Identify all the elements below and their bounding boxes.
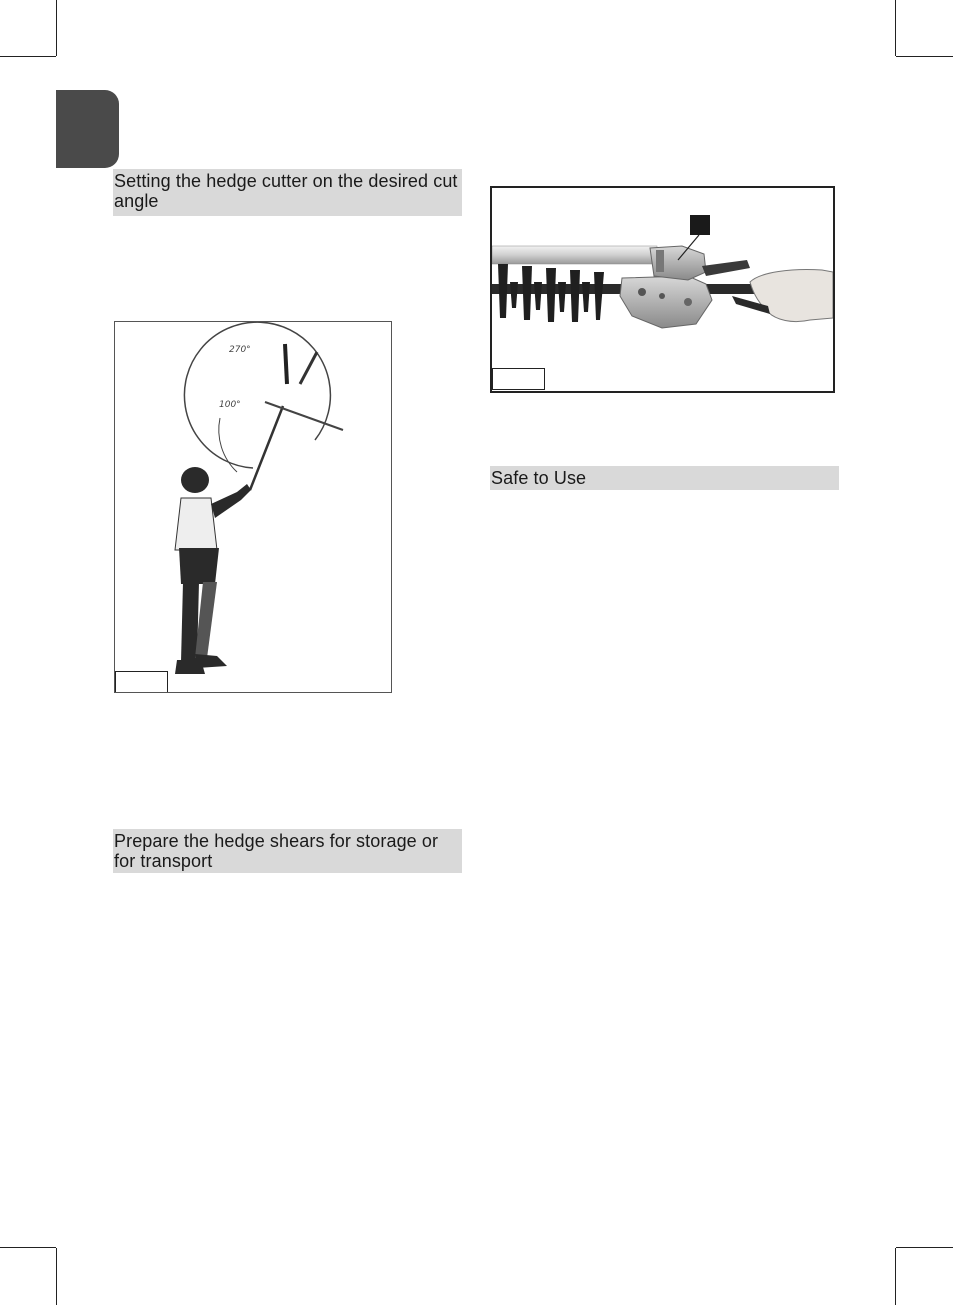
- blade: [265, 402, 343, 430]
- hand: [750, 270, 833, 322]
- cut-angle-illustration: [115, 322, 391, 692]
- blade-position-angled: [300, 352, 317, 384]
- heading-safe-to-use: Safe to Use: [490, 466, 839, 490]
- crop-mark: [56, 1248, 57, 1305]
- crop-mark: [895, 1248, 896, 1305]
- crop-mark: [895, 0, 896, 56]
- heading-storage-transport: Prepare the hedge shears for storage or for transport: [113, 829, 462, 873]
- angle-label-270: 270°: [229, 345, 251, 355]
- hedge-cutter-photo: [492, 188, 833, 391]
- pole: [250, 406, 283, 490]
- blade-teeth: [498, 264, 604, 322]
- callout-marker: [690, 215, 710, 235]
- heading-cut-angle: Setting the hedge cutter on the desired cut angle: [113, 169, 462, 216]
- person-figure: [175, 467, 251, 674]
- figure-hedge-cutter-head: [490, 186, 835, 393]
- crop-mark: [0, 56, 56, 57]
- crop-mark: [896, 56, 953, 57]
- figure-number-label: [492, 368, 545, 390]
- figure-number-label: [115, 671, 168, 693]
- figure-cut-angle: [114, 321, 392, 693]
- crop-mark: [56, 0, 57, 56]
- shaft: [492, 246, 657, 264]
- crop-mark: [0, 1247, 56, 1248]
- angle-label-100: 100°: [219, 400, 241, 410]
- crop-mark: [896, 1247, 953, 1248]
- gearbox: [620, 276, 712, 328]
- angle-arc: [184, 322, 330, 468]
- adjust-lever: [702, 260, 750, 276]
- language-tab: [56, 90, 119, 168]
- blade-position-vertical: [285, 344, 287, 384]
